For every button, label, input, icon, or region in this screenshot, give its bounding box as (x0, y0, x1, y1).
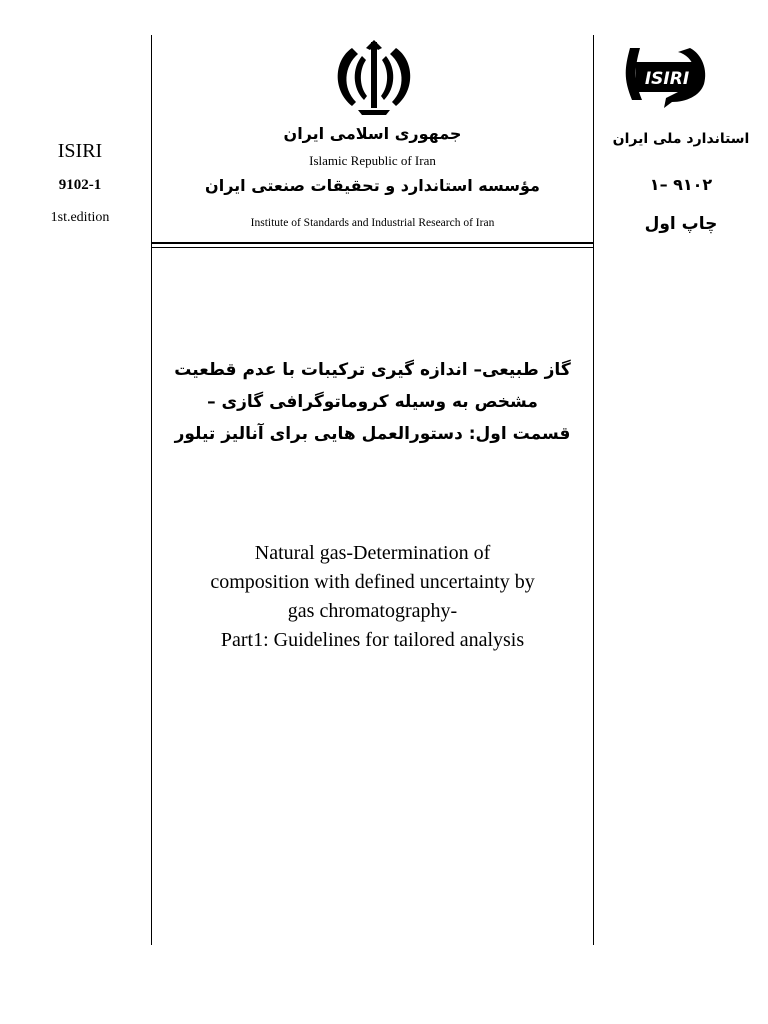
institute-persian: مؤسسه استاندارد و تحقیقات صنعتی ایران (205, 176, 540, 195)
title-persian-line3: قسمت اول: دستورالعمل هایی برای آنالیز تیلور (174, 424, 571, 444)
left-border-line (151, 35, 152, 945)
header-divider-bottom (151, 247, 594, 248)
left-column (20, 140, 140, 226)
title-english-line4: Part1: Guidelines for tailored analysis (220, 629, 525, 651)
institute-english: Institute of Standards and Industrial Research of Iran (250, 217, 495, 229)
title-english-line3: gas chromatography- (287, 600, 458, 622)
republic-english: Islamic Republic of Iran (309, 153, 436, 168)
national-standard-persian: استاندارد ملی ایران (612, 131, 750, 147)
logo-text: ISIRI (644, 69, 690, 89)
isiri-code: ISIRI (57, 140, 103, 162)
title-english-line2: composition with defined uncertainty by (210, 571, 535, 593)
republic-persian: جمهوری اسلامی ایران (283, 124, 462, 143)
isiri-logo (620, 40, 712, 110)
iran-emblem (322, 38, 426, 116)
title-english (151, 539, 594, 655)
title-persian-line2: مشخص به وسیله کروماتوگرافی گازی – (207, 392, 538, 412)
title-persian-line1: گاز طبیعی– اندازه گیری ترکیبات با عدم قطعیت (174, 360, 571, 380)
header-divider-top (151, 242, 594, 244)
edition-persian: چاپ اول (644, 214, 718, 234)
standard-number: 9102-1 (58, 177, 102, 193)
edition-label: 1st.edition (50, 210, 110, 225)
emblem-icon (322, 38, 426, 116)
isiri-logo-icon (620, 40, 712, 110)
title-persian (151, 354, 594, 450)
right-border-line (593, 35, 594, 945)
title-english-line1: Natural gas-Determination of (254, 542, 491, 564)
standard-number-persian: ۱– ۹۱۰۲ (649, 175, 713, 194)
